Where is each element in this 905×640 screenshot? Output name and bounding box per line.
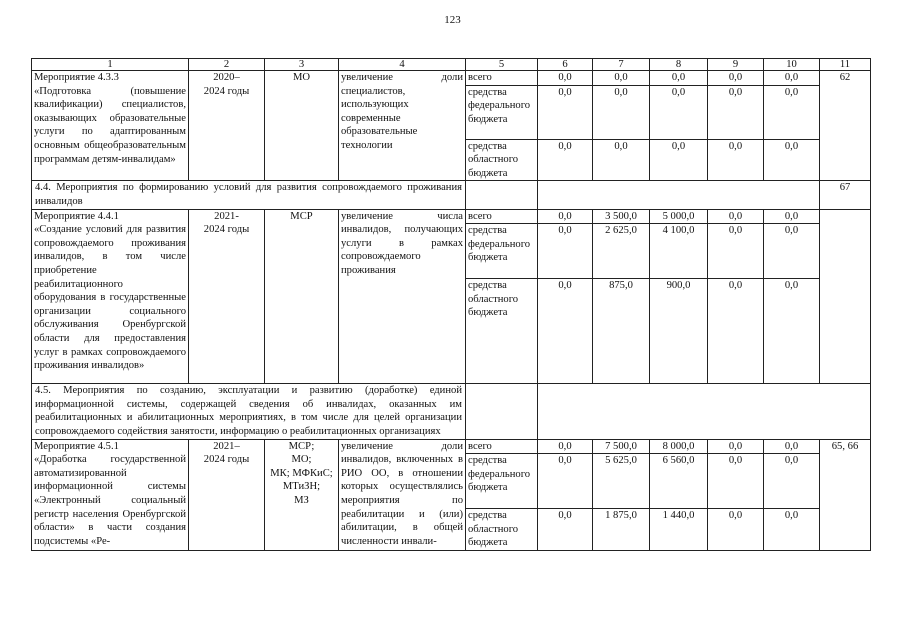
value-cell: 4 100,0 (650, 224, 708, 279)
funding-source: всего (466, 71, 538, 86)
measure-name: Мероприятие 4.5.1 «Доработка государственной автоматизированной информационной системы «Электронный социальный регистр населения Оренбургской области» в части создания подсистемы «Ре- (32, 439, 189, 550)
value-cell: 8 000,0 (650, 439, 708, 454)
value-cell: 0,0 (650, 71, 708, 86)
value-cell: 0,0 (708, 454, 764, 509)
value-cell: 5 000,0 (650, 209, 708, 224)
funding-source: всего (466, 209, 538, 224)
value-cell: 6 560,0 (650, 454, 708, 509)
measure-indicator: увеличение доли инвалидов, включенных в РИО ОО, в отношении которых осуществлялись мероприятия по реабилитации и (или) абилитации, в общей численности инвали- (339, 439, 466, 550)
value-cell: 0,0 (538, 209, 593, 224)
value-cell: 0,0 (708, 139, 764, 181)
value-cell: 0,0 (764, 439, 820, 454)
col-header: 7 (593, 59, 650, 71)
section-ref: 67 (820, 181, 871, 209)
col-header: 6 (538, 59, 593, 71)
funding-source: средства федерального бюджета (466, 85, 538, 139)
value-cell: 0,0 (764, 279, 820, 384)
value-cell: 0,0 (538, 85, 593, 139)
page-number: 123 (444, 14, 461, 26)
value-cell: 875,0 (593, 279, 650, 384)
measure-period: 2021- 2024 годы (189, 209, 265, 384)
funding-source: средства областного бюджета (466, 509, 538, 551)
col-header: 11 (820, 59, 871, 71)
section-row (32, 181, 871, 209)
value-cell: 0,0 (650, 85, 708, 139)
program-table (31, 58, 871, 551)
measure-indicator: увеличение числа инвалидов, получающих услуги в рамках сопровождаемого проживания (339, 209, 466, 384)
value-cell: 3 500,0 (593, 209, 650, 224)
col-header: 3 (265, 59, 339, 71)
value-cell: 0,0 (764, 509, 820, 551)
header-row (32, 59, 871, 71)
funding-source: средства областного бюджета (466, 279, 538, 384)
value-cell: 0,0 (764, 71, 820, 86)
col-header: 5 (466, 59, 538, 71)
value-cell: 0,0 (593, 139, 650, 181)
value-cell: 5 625,0 (593, 454, 650, 509)
measure-indicator: увеличение доли специалистов, использующих современные образовательные технологии (339, 71, 466, 181)
empty-cell (466, 384, 538, 439)
measure-executor: МО (265, 71, 339, 181)
col-header: 9 (708, 59, 764, 71)
col-header: 4 (339, 59, 466, 71)
value-cell: 0,0 (708, 439, 764, 454)
funding-source: всего (466, 439, 538, 454)
value-cell: 0,0 (538, 224, 593, 279)
measure-period: 2021– 2024 годы (189, 439, 265, 550)
value-cell: 0,0 (538, 509, 593, 551)
table-row (32, 71, 871, 86)
value-cell: 0,0 (708, 509, 764, 551)
measure-name: Мероприятие 4.3.3 «Подготовка (повышение квалификации) специалистов, оказывающих образовательные услуги по адаптированным основным общеобразовательным программам детям-инвалидам» (32, 71, 189, 181)
funding-source: средства федерального бюджета (466, 224, 538, 279)
measure-executor: МСР (265, 209, 339, 384)
value-cell: 0,0 (708, 71, 764, 86)
value-cell: 0,0 (764, 85, 820, 139)
measure-period: 2020– 2024 годы (189, 71, 265, 181)
value-cell: 0,0 (538, 279, 593, 384)
section-title: 4.4. Мероприятия по формированию условий для развития сопровождаемого проживания инвалидов (32, 181, 466, 209)
measure-name: Мероприятие 4.4.1 «Создание условий для развития сопровождаемого проживания инвалидов, в том числе приобретение реабилитационного оборудования в государственные организации социального обслуживания Оренбургской области для предоставления услуг в рамках сопровождаемого проживания инвалидов» (32, 209, 189, 384)
empty-cell (466, 181, 538, 209)
measure-ref: 65, 66 (820, 439, 871, 550)
value-cell: 0,0 (538, 71, 593, 86)
measure-ref: 62 (820, 71, 871, 181)
value-cell: 0,0 (593, 85, 650, 139)
value-cell: 0,0 (764, 454, 820, 509)
value-cell: 0,0 (538, 139, 593, 181)
section-title: 4.5. Мероприятия по созданию, эксплуатации и развитию (доработке) единой информационной системы, содержащей сведения об инвалидах, оказанных им реабилитационных и абилитационных мероприятиях, в том числе для целей организации сопровождаемого содействия занятости, информацию о реабилитационных организациях (32, 384, 466, 439)
value-cell: 1 875,0 (593, 509, 650, 551)
value-cell: 0,0 (708, 209, 764, 224)
value-cell: 0,0 (764, 224, 820, 279)
empty-cell (538, 384, 871, 439)
value-cell: 900,0 (650, 279, 708, 384)
funding-source: средства областного бюджета (466, 139, 538, 181)
section-row (32, 384, 871, 439)
col-header: 1 (32, 59, 189, 71)
value-cell: 7 500,0 (593, 439, 650, 454)
measure-executor: МСР; МО; МК; МФКиС; МТиЗН; МЗ (265, 439, 339, 550)
table-row (32, 439, 871, 454)
col-header: 8 (650, 59, 708, 71)
value-cell: 1 440,0 (650, 509, 708, 551)
empty-cell (538, 181, 820, 209)
value-cell: 0,0 (708, 85, 764, 139)
value-cell: 0,0 (764, 209, 820, 224)
value-cell: 0,0 (538, 454, 593, 509)
funding-source: средства федерального бюджета (466, 454, 538, 509)
value-cell: 0,0 (593, 71, 650, 86)
col-header: 2 (189, 59, 265, 71)
value-cell: 2 625,0 (593, 224, 650, 279)
value-cell: 0,0 (538, 439, 593, 454)
empty-cell (820, 209, 871, 384)
value-cell: 0,0 (764, 139, 820, 181)
table-row (32, 209, 871, 224)
value-cell: 0,0 (708, 224, 764, 279)
value-cell: 0,0 (708, 279, 764, 384)
value-cell: 0,0 (650, 139, 708, 181)
col-header: 10 (764, 59, 820, 71)
